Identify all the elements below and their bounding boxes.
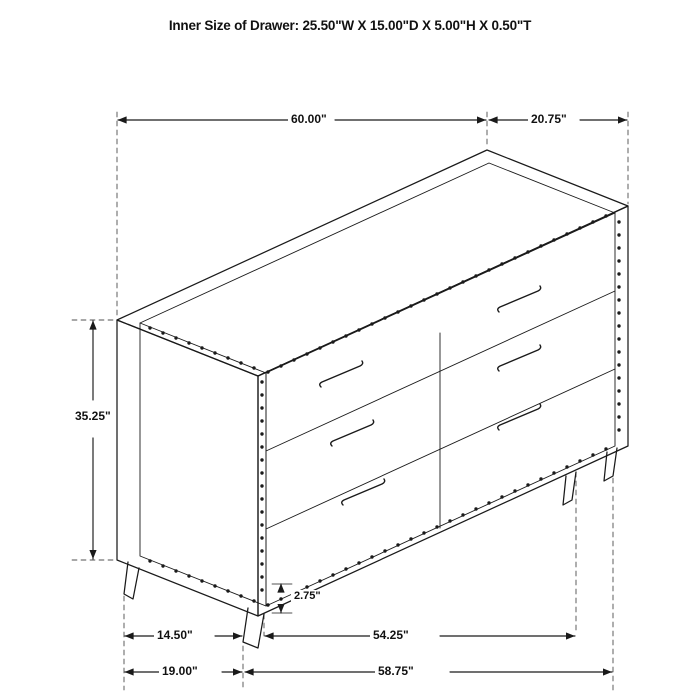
dresser-top-surface — [117, 150, 628, 376]
dimension-label-leg-height: 2.75" — [291, 590, 324, 602]
drawer-handle — [498, 404, 541, 430]
drawer-handle — [498, 345, 541, 371]
dimension-label-front-left-base: 14.50" — [154, 628, 196, 642]
dresser-leg — [563, 472, 576, 505]
drawer-handle — [498, 286, 541, 312]
dresser-front-face — [117, 206, 628, 616]
dimension-label-bottom-left: 19.00" — [159, 664, 201, 678]
dimension-label-front-width: 54.25" — [370, 628, 412, 642]
page-title: Inner Size of Drawer: 25.50"W X 15.00"D X 5.00"H X 0.50"T — [168, 18, 532, 33]
drawer-handle — [342, 479, 385, 505]
dimension-label-height: 35.25" — [72, 409, 114, 423]
dimension-label-top-depth: 20.75" — [528, 112, 570, 126]
dimension-label-top-width: 60.00" — [288, 112, 330, 126]
dresser-leg — [604, 448, 617, 481]
drawer-handle — [320, 361, 363, 387]
dimension-label-bottom-width: 58.75" — [375, 664, 417, 678]
drawer-grid — [266, 291, 615, 529]
drawer-handle — [331, 420, 374, 446]
